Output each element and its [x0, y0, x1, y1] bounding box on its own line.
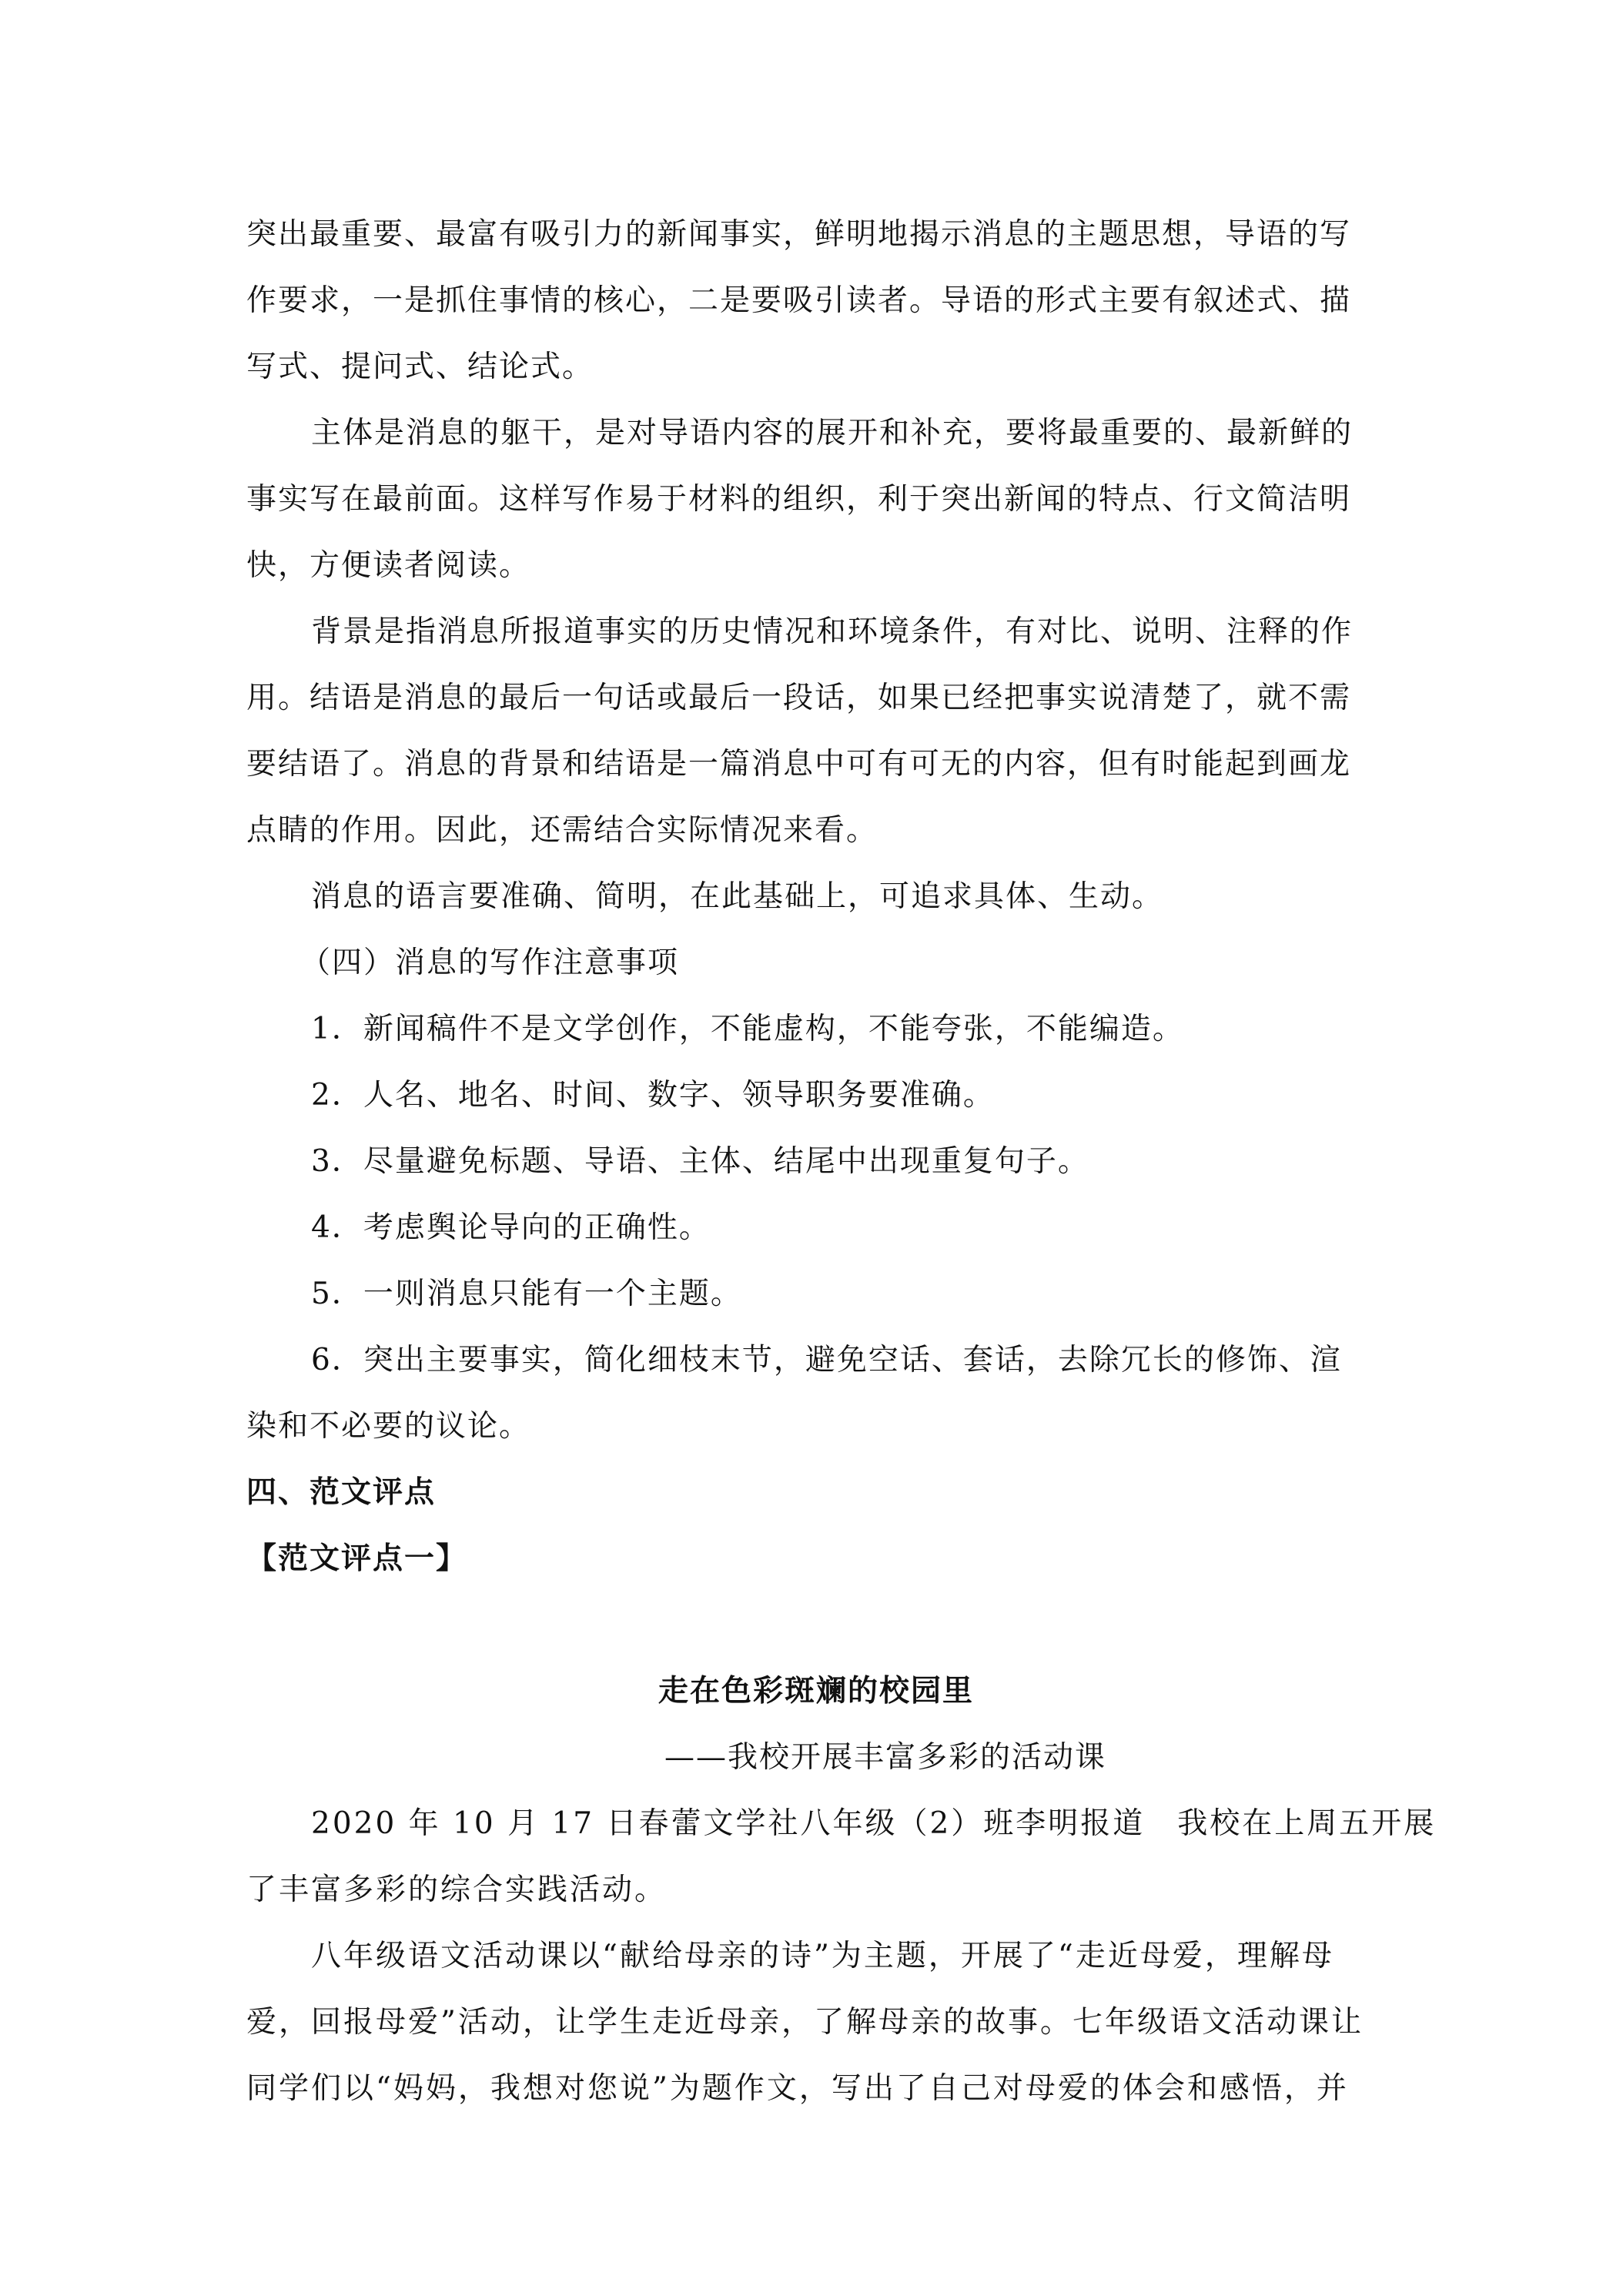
text-line: 用。结语是消息的最后一句话或最后一段话，如果已经把事实说清楚了，就不需	[246, 681, 1352, 715]
paragraph-lead	[246, 202, 1386, 400]
text-line: 主体是消息的躯干，是对导语内容的展开和补充，要将最重要的、最新鲜的	[311, 416, 1354, 450]
list-item: 2．人名、地名、时间、数字、领导职务要准确。	[311, 1078, 995, 1113]
text-line: 点睛的作用。因此，还需结合实际情况来看。	[246, 813, 878, 848]
list-item: 1．新闻稿件不是文学创作，不能虚构，不能夸张，不能编造。	[311, 1012, 1184, 1046]
text-line: 背景是指消息所报道事实的历史情况和环境条件，有对比、说明、注释的作	[311, 614, 1354, 649]
text-line: 快，方便读者阅读。	[246, 548, 531, 583]
text-line: 突出最重要、最富有吸引力的新闻事实，鲜明地揭示消息的主题思想，导语的写	[246, 217, 1352, 252]
article-subtitle: ——我校开展丰富多彩的活动课	[664, 1740, 1106, 1775]
list-item: 6．突出主要事实，简化细枝末节，避免空话、套话，去除冗长的修饰、渲	[311, 1343, 1342, 1377]
spacer	[246, 1592, 1386, 1658]
notes-list	[246, 996, 1386, 1460]
paragraph-body	[246, 400, 1386, 599]
text-line: 了丰富多彩的综合实践活动。	[246, 1873, 668, 1907]
text-line: 2020 年 10 月 17 日春蕾文学社八年级（2）班李明报道 我校在上周五开展	[311, 1806, 1437, 1841]
text-line: 作要求，一是抓住事情的核心，二是要吸引读者。导语的形式主要有叙述式、描	[246, 283, 1352, 318]
article-title: 走在色彩斑斓的校园里	[658, 1674, 974, 1709]
section-heading: 四、范文评点	[246, 1475, 437, 1510]
paragraph-language: 消息的语言要准确、简明，在此基础上，可追求具体、生动。	[311, 879, 1164, 914]
list-item-continuation: 染和不必要的议论。	[246, 1409, 531, 1444]
section-heading-notes: （四）消息的写作注意事项	[300, 946, 680, 980]
list-item: 5．一则消息只能有一个主题。	[311, 1277, 742, 1311]
text-line: 事实写在最前面。这样写作易于材料的组织，利于突出新闻的特点、行文简洁明	[246, 482, 1352, 517]
text-line: 同学们以“妈妈，我想对您说”为题作文，写出了自己对母爱的体会和感悟，并	[246, 2071, 1349, 2106]
list-item: 3．尽量避免标题、导语、主体、结尾中出现重复句子。	[311, 1144, 1089, 1179]
document-page	[246, 202, 1437, 2122]
text-line: 八年级语文活动课以“献给母亲的诗”为主题，开展了“走近母爱，理解母	[311, 1939, 1334, 1973]
sample-article	[246, 1658, 1437, 2122]
sample-heading: 【范文评点一】	[246, 1541, 468, 1576]
paragraph-background	[246, 599, 1386, 864]
list-item: 4．考虑舆论导向的正确性。	[311, 1210, 711, 1245]
text-line: 写式、提问式、结论式。	[246, 350, 594, 384]
text-line: 爱，回报母爱”活动，让学生走近母亲，了解母亲的故事。七年级语文活动课让	[246, 2005, 1364, 2040]
text-line: 要结语了。消息的背景和结语是一篇消息中可有可无的内容，但有时能起到画龙	[246, 747, 1352, 782]
